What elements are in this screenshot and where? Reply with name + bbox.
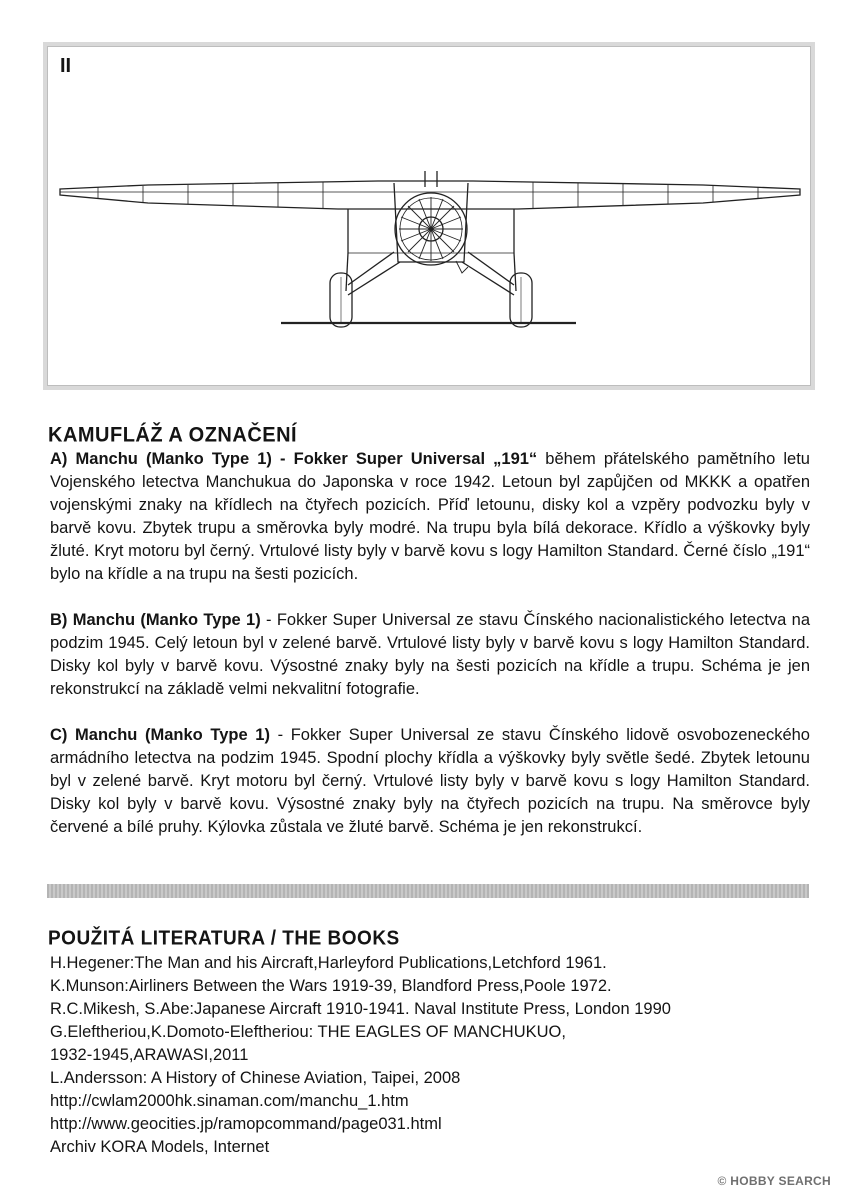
books-section-title: POUŽITÁ LITERATURA / THE BOOKS: [48, 927, 400, 950]
book-link[interactable]: http://cwlam2000hk.sinaman.com/manchu_1.htm: [50, 1092, 409, 1110]
camouflage-section-title: KAMUFLÁŽ A OZNAČENÍ: [48, 423, 298, 447]
book-item: R.C.Mikesh, S.Abe:Japanese Aircraft 1910-1941. Naval Institute Press, London 1990: [50, 1000, 671, 1018]
figure-label: II: [60, 55, 72, 77]
scheme-a-paragraph: [50, 448, 810, 586]
watermark-text: HOBBY SEARCH: [730, 1174, 831, 1188]
section-divider: [47, 884, 809, 898]
book-item: L.Andersson: A History of Chinese Aviation, Taipei, 2008: [50, 1069, 461, 1087]
book-item: 1932-1945,ARAWASI,2011: [50, 1046, 249, 1064]
books-list: [50, 952, 810, 1159]
book-item: K.Munson:Airliners Between the Wars 1919-39, Blandford Press,Poole 1972.: [50, 977, 612, 995]
book-item: H.Hegener:The Man and his Aircraft,Harleyford Publications,Letchford 1961.: [50, 954, 607, 972]
scheme-c-title: C) Manchu (Manko Type 1): [50, 726, 270, 744]
scheme-b-text: - Fokker Super Universal ze stavu Čínského nacionalistického letectva na podzim 1945. Celý letoun byl v zelené barvě. Vrtulové listy byly v barvě kovu s logy Hamilton Standard. Disky kol byly v barvě kovu. Výsostné znaky byly na šesti pozicích na křídle a trupu. Schéma je jen rekonstrukcí na základě velmi nekvalitní fotografie.: [50, 611, 810, 698]
scheme-a-text: během přátelského pamětního letu Vojenského letectva Manchukua do Japonska v roce 1942. Letoun byl zapůjčen od MKKK a opatřen vojenskými znaky na křídlech na čtyřech pozicích. Příď letounu, disky kol a vzpěry podvozku byly v barvě kovu. Zbytek trupu a směrovka byly modré. Na trupu byla bílá dekorace. Křídlo a výškovky byly žluté. Kryt motoru byl černý. Vrtulové listy byly v barvě kovu s logy Hamilton Standard. Černé číslo „191“ bylo na křídle a na trupu na šesti pozicích.: [50, 450, 810, 583]
book-link[interactable]: http://www.geocities.jp/ramopcommand/page031.html: [50, 1115, 442, 1133]
scheme-c-paragraph: [50, 724, 810, 839]
scheme-c-text: - Fokker Super Universal ze stavu Čínského lidově osvobozeneckého armádního letectva na podzim 1945. Spodní plochy křídla a výškovky byly světle šedé. Zbytek letounu byl v zelené barvě. Kryt motoru byl černý. Vrtulové listy byly v barvě kovu s logy Hamilton Standard. Disky kol byly v barvě kovu. Výsostné znaky byly na čtyřech pozicích na trupu. Na směrovce byly červené a bílé pruhy. Kýlovka zůstala ve žluté barvě. Schéma je jen rekonstrukcí.: [50, 726, 810, 836]
scheme-b-title: B) Manchu (Manko Type 1): [50, 611, 261, 629]
scheme-b-paragraph: [50, 609, 810, 701]
scheme-a-title: A) Manchu (Manko Type 1) - Fokker Super Universal „191“: [50, 450, 538, 468]
watermark: [717, 1174, 831, 1188]
copyright-mark-icon: ©: [717, 1174, 727, 1188]
book-item: Archiv KORA Models, Internet: [50, 1138, 270, 1156]
book-item: G.Eleftheriou,K.Domoto-Eleftheriou: THE EAGLES OF MANCHUKUO,: [50, 1023, 566, 1041]
aircraft-front-view-drawing: [48, 47, 810, 385]
aircraft-front-view-figure: [47, 46, 811, 386]
